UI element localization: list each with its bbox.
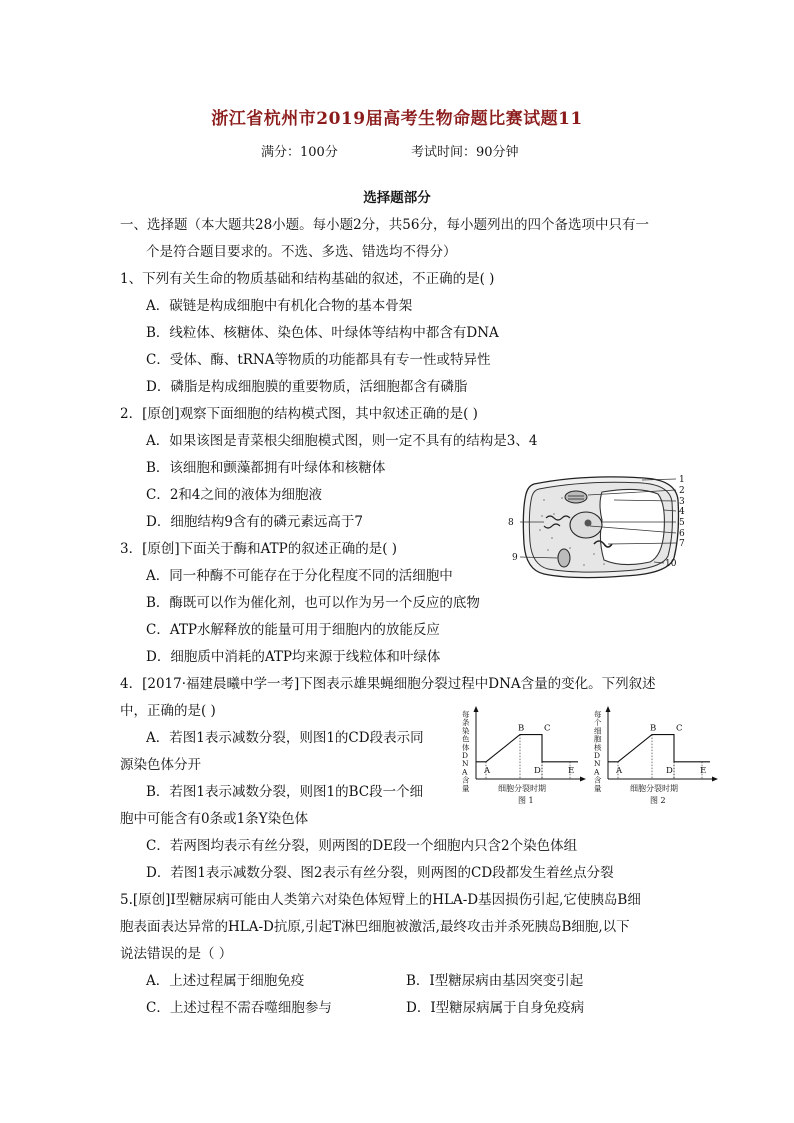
graph-1-caption: 图 1 <box>518 796 534 805</box>
cell-label-9: 9 <box>512 553 518 563</box>
graph-2-caption: 图 2 <box>650 796 666 805</box>
graph-2-ylabel-char: A <box>594 767 600 777</box>
nucleolus <box>585 520 592 527</box>
question-4-option-a-cont: 源染色体分开 <box>120 757 201 773</box>
cell-label-5: 5 <box>679 518 685 528</box>
graph-1-ylabel-char: 条 <box>462 718 470 728</box>
cell-label-4: 4 <box>679 507 685 517</box>
question-2-option-d: D．细胞结构9含有的磷元素远高于7 <box>146 514 364 530</box>
cell-label-6: 6 <box>679 529 685 539</box>
question-4-option-d: D．若图1表示减数分裂、图2表示有丝分裂，则两图的CD段都发生着丝点分裂 <box>146 865 614 881</box>
cell-structure-diagram <box>504 470 690 580</box>
question-4-option-b-cont: 胞中可能含有0条或1条Y染色体 <box>120 811 309 827</box>
question-5-stem-cont: 说法错误的是（ ） <box>120 946 233 962</box>
question-1-option-c: C．受体、酶、tRNA等物质的功能都具有专一性或特异性 <box>146 352 491 368</box>
question-5-stem-cont: 胞表面表达异常的HLA-D抗原,引起T淋巴细胞被激活,最终攻击并杀死胰岛B细胞,以下 <box>120 919 630 935</box>
graph-2-point-label: C <box>676 723 683 734</box>
question-5-option-c: C．上述过程不需吞噬细胞参与 <box>146 1000 332 1016</box>
graph-2-xlabel: 细胞分裂时期 <box>630 784 678 793</box>
question-1-option-d: D．磷脂是构成细胞膜的重要物质，活细胞都含有磷脂 <box>146 379 468 395</box>
graph-2-y-arrow <box>606 706 611 712</box>
graph-1-ylabel-char: 染 <box>462 726 470 736</box>
graph-2-point-label: D <box>666 765 673 776</box>
graph-1-x-arrow <box>580 777 586 782</box>
graph-1-point-label: C <box>544 723 551 734</box>
graph-1-ylabel-char: 色 <box>462 734 470 744</box>
graph-1-xlabel: 细胞分裂时期 <box>498 784 546 793</box>
chloroplast <box>565 491 587 503</box>
graph-1-point-label: A <box>484 765 491 776</box>
full-score: 满分：100分 <box>261 145 338 160</box>
graph-2-ylabel-char: 量 <box>594 783 602 793</box>
graph-1-y-arrow <box>474 706 479 712</box>
graph-1-ylabel-char: 量 <box>462 783 470 793</box>
graph-1-ylabel-char: 每 <box>462 710 470 719</box>
graph-2-dna-curve <box>608 735 710 762</box>
graph-1-ylabel-char: 含 <box>462 775 470 785</box>
question-4-stem-cont: 中，正确的是( ) <box>120 703 216 719</box>
graph-2-ylabel-char: 含 <box>594 775 602 785</box>
graph-2-ylabel-char: 胞 <box>594 734 602 744</box>
cell-label-10: 10 <box>665 559 677 569</box>
graph-2-x-arrow <box>712 777 718 782</box>
graph-2-ylabel-char: 核 <box>594 742 602 752</box>
cell-label-2: 2 <box>679 486 685 496</box>
question-5-option-d: D．Ⅰ型糖尿病属于自身免疫病 <box>406 1000 585 1016</box>
question-4-stem: 4．[2017·福建晨曦中学一考]下图表示雄果蝇细胞分裂过程中DNA含量的变化。下列叙述 <box>120 676 656 692</box>
graph-1-ylabel-char: N <box>462 759 469 769</box>
graph-2-point-label: E <box>700 765 707 776</box>
graph-1-point-label: D <box>534 765 541 776</box>
question-3-option-a: A．同一种酶不可能存在于分化程度不同的活细胞中 <box>146 568 453 584</box>
graph-2-point-label: B <box>650 723 657 734</box>
question-4-option-a: A．若图1表示减数分裂，则图1的CD段表示同 <box>146 730 424 746</box>
question-4-option-c: C．若两图均表示有丝分裂，则两图的DE段一个细胞内只含2个染色体组 <box>146 838 578 854</box>
graph-1-point-label: E <box>568 765 575 776</box>
question-2-option-a: A．如果该图是青菜根尖细胞模式图，则一定不具有的结构是3、4 <box>146 433 538 449</box>
question-1-option-a: A．碳链是构成细胞中有机化合物的基本骨架 <box>146 298 413 314</box>
question-1-option-b: B．线粒体、核糖体、染色体、叶绿体等结构中都含有DNA <box>146 325 499 341</box>
graph-1 <box>474 706 587 805</box>
cell-label-8: 8 <box>508 518 514 528</box>
graph-2-ylabel-char: D <box>594 751 601 760</box>
mitochondrion <box>558 549 570 567</box>
question-3-option-d: D．细胞质中消耗的ATP均来源于线粒体和叶绿体 <box>146 649 441 665</box>
question-3-option-b: B．酶既可以作为催化剂，也可以作为另一个反应的底物 <box>146 595 480 611</box>
cell-label-7: 7 <box>679 539 685 549</box>
question-5-stem: 5.[原创]Ⅰ型糖尿病可能由人类第六对染色体短臂上的HLA-D基因损伤引起,它使胰岛B细 <box>120 892 641 908</box>
graph-1-ylabel-char: A <box>462 767 468 777</box>
cell-label-1: 1 <box>679 475 685 485</box>
graph-2-ylabel-char: 每 <box>594 710 602 719</box>
graph-1-ylabel-char: D <box>462 751 469 760</box>
graph-1-dna-curve <box>476 735 578 762</box>
graph-2-point-label: A <box>616 765 623 776</box>
graph-2-ylabel-char: 细 <box>594 726 602 736</box>
question-3-option-c: C．ATP水解释放的能量可用于细胞内的放能反应 <box>146 622 440 638</box>
section-title: 选择题部分 <box>363 190 431 206</box>
question-2-option-c: C．2和4之间的液体为细胞液 <box>146 487 323 503</box>
cell-label-3: 3 <box>679 497 685 507</box>
question-5-option-b: B．Ⅰ型糖尿病由基因突变引起 <box>406 973 584 989</box>
graph-2-ylabel-char: 个 <box>594 718 602 728</box>
question-4-option-b: B．若图1表示减数分裂，则图1的BC段一个细 <box>146 784 424 800</box>
exam-time: 考试时间：90分钟 <box>411 145 519 160</box>
graph-2-ylabel-char: N <box>594 759 601 769</box>
section-instructions: 个是符合题目要求的。不选、多选、错选均不得分） <box>146 244 457 260</box>
question-5-option-a: A．上述过程属于细胞免疫 <box>146 973 305 989</box>
question-3-stem: 3．[原创]下面关于酶和ATP的叙述正确的是( ) <box>120 541 398 557</box>
section-instructions: 一、选择题（本大题共28小题。每小题2分，共56分，每小题列出的四个备选项中只有一 <box>120 217 649 233</box>
question-2-stem: 2．[原创]观察下面细胞的结构模式图，其中叙述正确的是( ) <box>120 406 478 422</box>
question-1-stem: 1、下列有关生命的物质基础和结构基础的叙述，不正确的是( ) <box>120 271 495 287</box>
dna-content-graphs <box>458 703 720 807</box>
page-title: 浙江省杭州市2019届高考生物命题比赛试题11 <box>211 109 583 129</box>
question-2-option-b: B．该细胞和颤藻都拥有叶绿体和核糖体 <box>146 460 386 476</box>
graph-1-point-label: B <box>518 723 525 734</box>
graph-1-ylabel-char: 体 <box>462 742 470 752</box>
graph-2 <box>606 706 719 805</box>
